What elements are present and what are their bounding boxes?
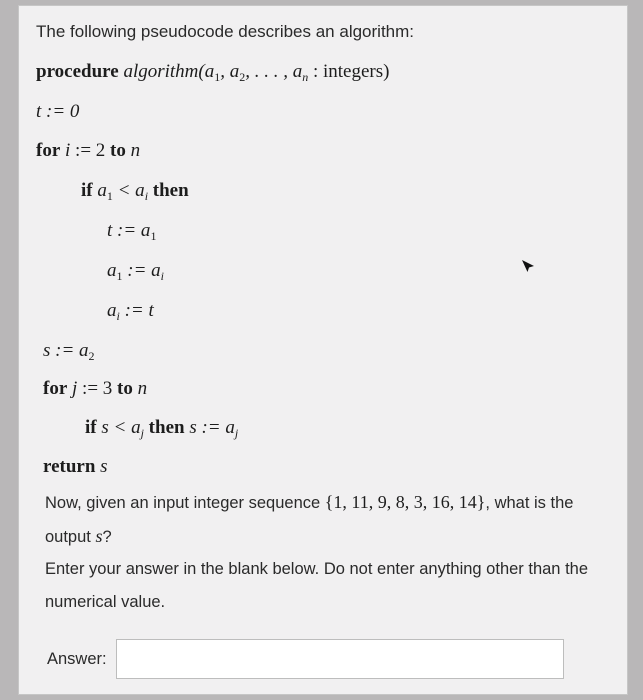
instruction-text: Enter your answer in the blank below. Do not enter anything other than the numerical value. <box>45 560 589 611</box>
swap-line-3: $a_i$ := t <box>107 300 154 323</box>
swap-line-2: $a_1$ := $a_i$ <box>107 260 164 283</box>
for-i-line: for i := 2 to n <box>36 140 141 161</box>
if-compare-line: if $a_1 < a_i$ then <box>81 180 189 203</box>
if-s-line: if $s < a_j$ then s := $a_j$ <box>85 417 239 440</box>
question-card <box>18 5 628 695</box>
procedure-line: procedure $algorithm(a_1$, $a_2$, . . . , $a_n$ : integers) <box>36 61 390 84</box>
swap-line-1: t := $a_1$ <box>107 220 157 243</box>
prompt-text: Now, given an input integer sequence {1, 11, 9, 8, 3, 16, 14}, what is the output s? <box>45 492 574 546</box>
question-intro: The following pseudocode describes an algorithm: <box>36 22 415 41</box>
for-j-line: for j := 3 to n <box>43 378 148 399</box>
answer-label: Answer: <box>47 650 107 668</box>
line-t-init: t := 0 <box>36 101 80 122</box>
answer-input[interactable] <box>116 639 564 679</box>
return-line: return s <box>43 456 108 477</box>
s-assign-line: s := $a_2$ <box>43 340 95 363</box>
mouse-cursor-icon <box>521 259 535 273</box>
